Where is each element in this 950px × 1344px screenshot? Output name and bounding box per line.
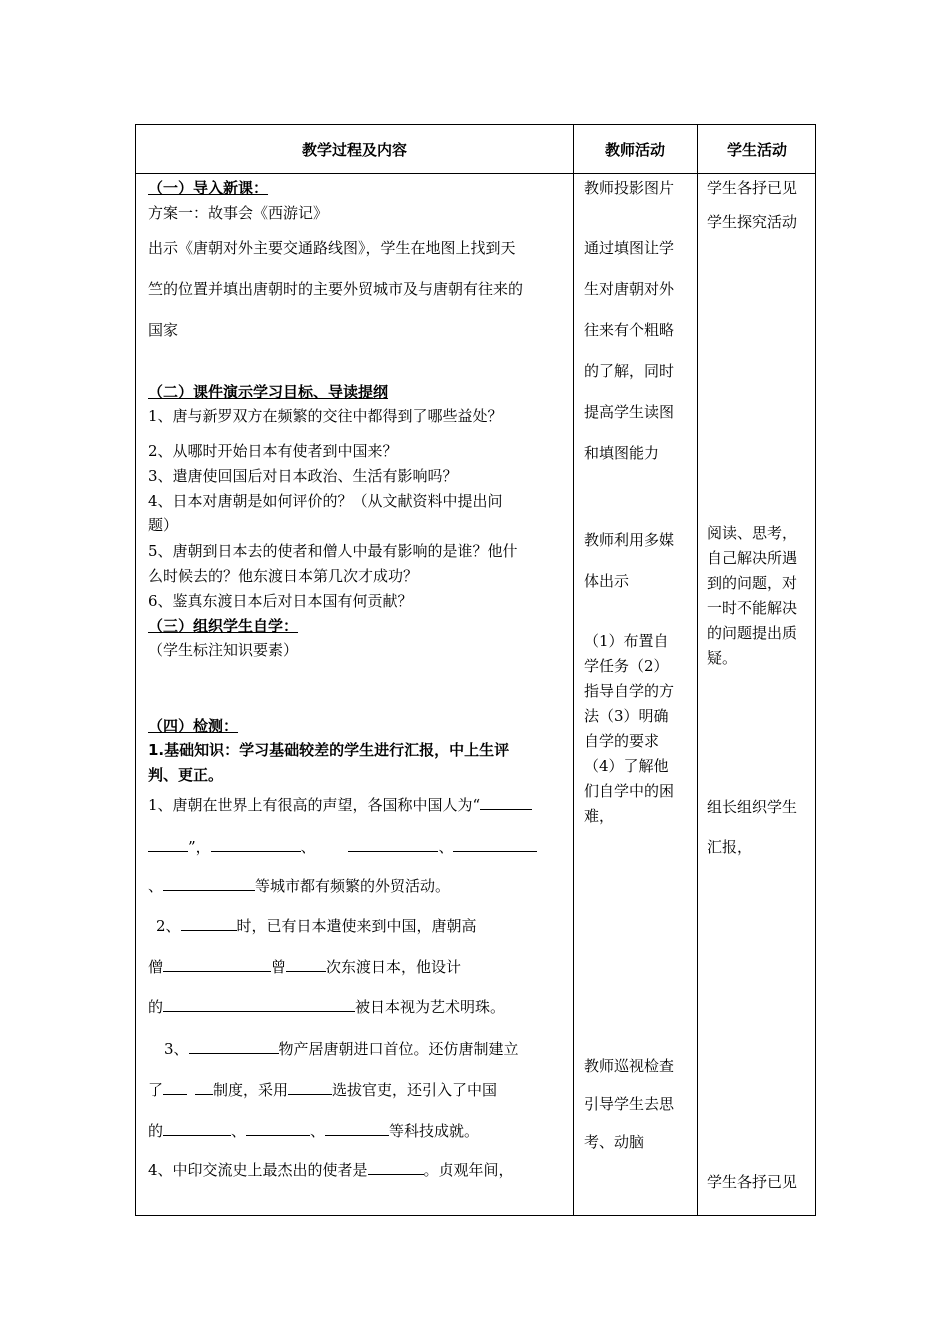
teacher-note: 体出示 <box>584 572 630 590</box>
fill-2-tail: 被日本视为艺术明珠。 <box>355 998 506 1016</box>
section-4-title: （四）检测： <box>148 717 239 735</box>
teacher-note: 教师投影图片 <box>584 179 675 197</box>
fill-4-lead: 4、中印交流史上最杰出的使者是 <box>148 1161 368 1179</box>
fill-2-lead: 2、 <box>156 917 181 935</box>
section-2-title: （二）课件演示学习目标、导读提纲 <box>148 383 389 401</box>
student-note: 阅读、思考， <box>707 524 798 542</box>
teacher-note: 通过填图让学 <box>584 239 675 257</box>
basic-knowledge-line-1: 1.基础知识：学习基础较差的学生进行汇报，中上生评 <box>148 741 510 759</box>
question-1: 1、唐与新罗双方在频繁的交往中都得到了哪些益处？ <box>148 407 503 425</box>
intro-line-3: 国家 <box>148 321 179 339</box>
student-note: 自己解决所遇 <box>707 549 798 567</box>
plan-line: 方案一：故事会《西游记》 <box>148 204 329 222</box>
fill-blank[interactable] <box>163 997 355 1012</box>
fill-2-line-3 <box>148 997 505 1017</box>
fill-blank[interactable] <box>480 795 532 810</box>
header-divider <box>136 173 815 174</box>
column-divider <box>573 125 574 1215</box>
fill-1-line-1 <box>148 795 532 815</box>
fill-blank[interactable] <box>288 1080 332 1095</box>
fill-blank[interactable] <box>348 837 438 852</box>
fill-1-quote: ”， <box>188 838 211 856</box>
fill-blank[interactable] <box>246 1121 310 1136</box>
fill-2-lead: 僧 <box>148 958 164 976</box>
fill-2-line-1 <box>156 916 477 936</box>
question-4-line-2: 题） <box>148 516 179 534</box>
teacher-note: 教师巡视检查 <box>584 1057 675 1075</box>
fill-3-lead: 3、 <box>164 1040 189 1058</box>
column-divider <box>697 125 698 1215</box>
fill-3-line-3 <box>148 1121 479 1141</box>
fill-2-lead: 的 <box>148 998 164 1016</box>
question-6: 6、鉴真东渡日本后对日本国有何贡献？ <box>148 592 413 610</box>
fill-blank[interactable] <box>163 1080 187 1095</box>
question-5-line-1: 5、唐朝到日本去的使者和僧人中最有影响的是谁？他什 <box>148 542 518 560</box>
student-note: 汇报， <box>707 838 753 856</box>
fill-blank[interactable] <box>189 1039 279 1054</box>
header-student: 学生活动 <box>726 140 787 159</box>
header-teacher: 教师活动 <box>604 140 665 159</box>
teacher-note: 提高学生读图 <box>584 403 675 421</box>
fill-4-line-1 <box>148 1160 514 1180</box>
teacher-note: 的了解，同时 <box>584 362 675 380</box>
fill-blank[interactable] <box>181 916 237 931</box>
fill-3-sep: 、 <box>310 1122 326 1140</box>
section-3-title: （三）组织学生自学： <box>148 617 299 635</box>
basic-knowledge-line-2: 判、更正。 <box>148 766 224 784</box>
fill-blank[interactable] <box>211 837 301 852</box>
teacher-note: 生对唐朝对外 <box>584 280 675 298</box>
fill-blank[interactable] <box>368 1160 424 1175</box>
student-note: 到的问题，对 <box>707 574 798 592</box>
fill-1-line-2 <box>148 837 537 857</box>
intro-line-2: 竺的位置并填出唐朝时的主要外贸城市及与唐朝有往来的 <box>148 280 524 298</box>
fill-3-sep: 、 <box>231 1122 247 1140</box>
fill-4-tail: 。贞观年间， <box>423 1161 514 1179</box>
teacher-note: （4）了解他 <box>584 757 669 775</box>
question-5-line-2: 么时候去的？他东渡日本第几次才成功？ <box>148 567 419 585</box>
fill-blank[interactable] <box>453 837 537 852</box>
teacher-note: 往来有个粗略 <box>584 321 675 339</box>
question-2: 2、从哪时开始日本有使者到中国来？ <box>148 442 398 460</box>
fill-3-mid: 制度，采用 <box>213 1081 289 1099</box>
fill-blank[interactable] <box>163 1121 231 1136</box>
teacher-note: 们自学中的困 <box>584 782 675 800</box>
fill-1-sep: 、 <box>300 838 316 856</box>
fill-blank[interactable] <box>148 837 188 852</box>
fill-1-line-3 <box>148 876 450 896</box>
teacher-note: 考、动脑 <box>584 1133 645 1151</box>
fill-blank[interactable] <box>163 957 271 972</box>
question-3: 3、遣唐使回国后对日本政治、生活有影响吗？ <box>148 467 458 485</box>
fill-3-lead: 了 <box>148 1081 164 1099</box>
student-note: 的问题提出质 <box>707 624 798 642</box>
fill-1-sep: 、 <box>438 838 454 856</box>
fill-1-text: 1、唐朝在世界上有很高的声望，各国称中国人为“ <box>148 796 481 814</box>
fill-2-tail: 次东渡日本，他设计 <box>326 958 462 976</box>
fill-1-lead: 、 <box>148 877 164 895</box>
fill-3-tail: 选拔官吏，还引入了中国 <box>332 1081 498 1099</box>
fill-blank[interactable] <box>286 957 326 972</box>
fill-3-line-1 <box>164 1039 519 1059</box>
fill-1-tail: 等城市都有频繁的外贸活动。 <box>255 877 451 895</box>
fill-2-mid: 曾 <box>271 958 287 976</box>
student-note: 组长组织学生 <box>707 798 798 816</box>
fill-3-lead: 的 <box>148 1122 164 1140</box>
fill-2-tail: 时，已有日本遣使来到中国，唐朝高 <box>236 917 477 935</box>
teacher-note: 难， <box>584 807 615 825</box>
fill-blank[interactable] <box>195 1080 213 1095</box>
fill-blank[interactable] <box>325 1121 389 1136</box>
teacher-note: 法（3）明确 <box>584 707 669 725</box>
teacher-note: 和填图能力 <box>584 444 660 462</box>
fill-3-tail: 等科技成就。 <box>389 1122 480 1140</box>
teacher-note: 引导学生去思 <box>584 1095 675 1113</box>
teacher-note: （1）布置自 <box>584 632 669 650</box>
intro-line-1: 出示《唐朝对外主要交通路线图》，学生在地图上找到天 <box>148 239 516 257</box>
question-4-line-1: 4、日本对唐朝是如何评价的？（从文献资料中提出问 <box>148 492 503 510</box>
student-note: 学生各抒已见 <box>707 1173 798 1191</box>
fill-blank[interactable] <box>163 876 255 891</box>
section-3-note: （学生标注知识要素） <box>148 641 299 659</box>
header-content: 教学过程及内容 <box>301 140 407 159</box>
student-note: 学生各抒已见 <box>707 179 798 197</box>
fill-3-line-2 <box>148 1080 497 1100</box>
teacher-note: 教师利用多媒 <box>584 531 675 549</box>
student-note: 一时不能解决 <box>707 599 798 617</box>
teacher-note: 自学的要求 <box>584 732 660 750</box>
fill-3-tail: 物产居唐朝进口首位。还仿唐制建立 <box>278 1040 519 1058</box>
teacher-note: 指导自学的方 <box>584 682 675 700</box>
fill-2-line-2 <box>148 957 461 977</box>
student-note: 学生探究活动 <box>707 213 798 231</box>
student-note: 疑。 <box>707 649 738 667</box>
section-1-title: （一）导入新课： <box>148 179 269 197</box>
teacher-note: 学任务（2） <box>584 657 669 675</box>
